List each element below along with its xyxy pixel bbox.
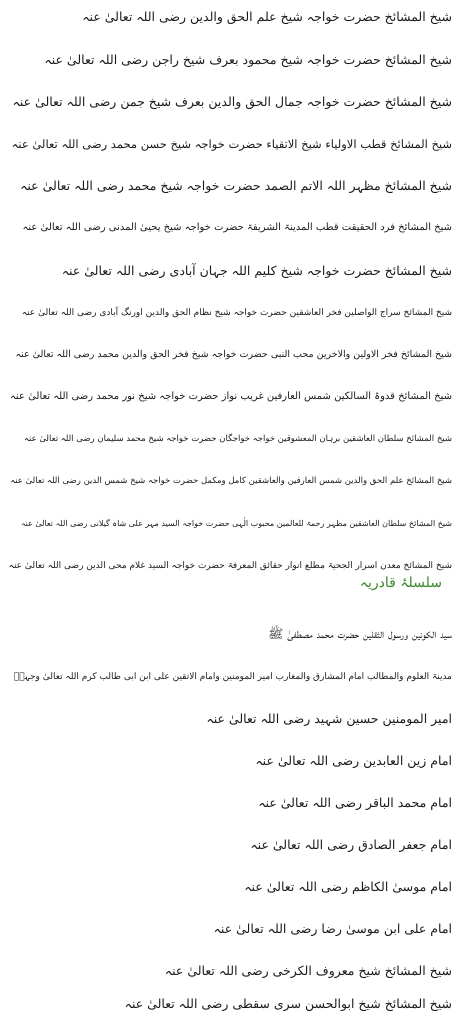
chishti-lineage-line-10: شیخ المشائخ قدوۃ السالکین شمس العارفین غریب نواز حضرت خواجہ شیخ نور محمد رضی اللہ تعالیٰ عنہ	[10, 391, 452, 402]
qadri-lineage-line-8: امام علی ابن موسیٰ رضا رضی اللہ تعالیٰ عنہ	[213, 921, 452, 936]
chishti-lineage-line-7: شیخ المشائخ حضرت خواجہ شیخ کلیم اللہ جہان آبادی رضی اللہ تعالیٰ عنہ	[61, 263, 452, 278]
qadri-lineage-line-4: امام زین العابدین رضی اللہ تعالیٰ عنہ	[255, 753, 452, 768]
chishti-lineage-line-2: شیخ المشائخ حضرت خواجہ شیخ محمود بعرف شیخ راجن رضی اللہ تعالیٰ عنہ	[44, 52, 452, 67]
qadri-lineage-line-9: شیخ المشائخ شیخ معروف الکرخی رضی اللہ تعالیٰ عنہ	[164, 963, 452, 978]
chishti-lineage-line-8: شیخ المشائخ سراج الواصلین فخر العاشقین حضرت خواجہ شیخ نظام الحق والدین اورنگ آبادی رضی اللہ تعالیٰ عنہ	[21, 308, 452, 318]
chishti-lineage-line-4: شیخ المشائخ قطب الاولیاء شیخ الاتقیاء حضرت خواجہ شیخ حسن محمد رضی اللہ تعالیٰ عنہ	[11, 137, 452, 151]
chishti-lineage-line-12: شیخ المشائخ علم الحق والدین شمس العارفین والعاشقین کامل ومکمل حضرت خواجہ شیخ شمس الدین رضی اللہ تعالیٰ عنہ	[10, 476, 452, 486]
chishti-lineage-line-3: شیخ المشائخ حضرت خواجہ جمال الحق والدین بعرف شیخ جمن رضی اللہ تعالیٰ عنہ	[12, 94, 452, 109]
qadri-lineage-line-10: شیخ المشائخ شیخ ابوالحسن سری سقطی رضی اللہ تعالیٰ عنہ	[124, 996, 452, 1011]
qadri-section-heading: سلسلۂ قادریہ	[359, 575, 442, 591]
qadri-lineage-line-2: مدینۃ العلوم والمطالب امام المشارق والمغارب امیر المومنین وامام الاتقین علی ابن ابی طالب کرم اللہ تعالیٰ وجہہٗ	[13, 672, 452, 682]
chishti-lineage-line-9: شیخ المشائخ فخر الاولین والاخرین محب النبی حضرت خواجہ شیخ فخر الحق والدین محمد رضی اللہ تعالیٰ عنہ	[15, 349, 452, 360]
qadri-lineage-line-7: امام موسیٰ الکاظم رضی اللہ تعالیٰ عنہ	[244, 879, 452, 894]
qadri-lineage-line-3: امیر المومنین حسین شہید رضی اللہ تعالیٰ عنہ	[206, 711, 452, 726]
qadri-lineage-line-1: سید الکونین ورسول الثقلین حضرت محمد مصطفیٰ ﷺ	[268, 626, 452, 641]
chishti-lineage-line-11: شیخ المشائخ سلطان العاشقین برہان المعشوقین خواجہ خواجگان حضرت خواجہ شیخ محمد سلیمان رضی اللہ تعالیٰ عنہ	[24, 434, 452, 444]
chishti-lineage-line-1: شیخ المشائخ حضرت خواجہ شیخ علم الحق والدین رضی اللہ تعالیٰ عنہ	[82, 9, 452, 24]
qadri-lineage-line-5: امام محمد الباقر رضی اللہ تعالیٰ عنہ	[258, 795, 452, 810]
qadri-lineage-line-6: امام جعفر الصادق رضی اللہ تعالیٰ عنہ	[250, 837, 452, 852]
chishti-lineage-line-13: شیخ المشائخ سلطان العاشقین مظہر رحمۃ للعالمین محبوب الٰہی حضرت خواجہ السید مہر علی شاہ گیلانی رضی اللہ تعالیٰ عنہ	[20, 519, 452, 528]
chishti-lineage-line-6: شیخ المشائخ فرد الحقیقت قطب المدینۃ الشریفۃ حضرت خواجہ شیخ یحییٰ المدنی رضی اللہ تعالیٰ عنہ	[22, 222, 452, 233]
chishti-lineage-line-5: شیخ المشائخ مظہر اللہ الاتم الصمد حضرت خواجہ شیخ محمد رضی اللہ تعالیٰ عنہ	[20, 178, 452, 193]
chishti-lineage-line-14: شیخ المشائخ معدن اسرار الجحیۃ مطلع انوار حقائق المعرفۃ حضرت خواجہ السید غلام محی الدین رضی اللہ تعالیٰ عنہ	[8, 561, 452, 571]
